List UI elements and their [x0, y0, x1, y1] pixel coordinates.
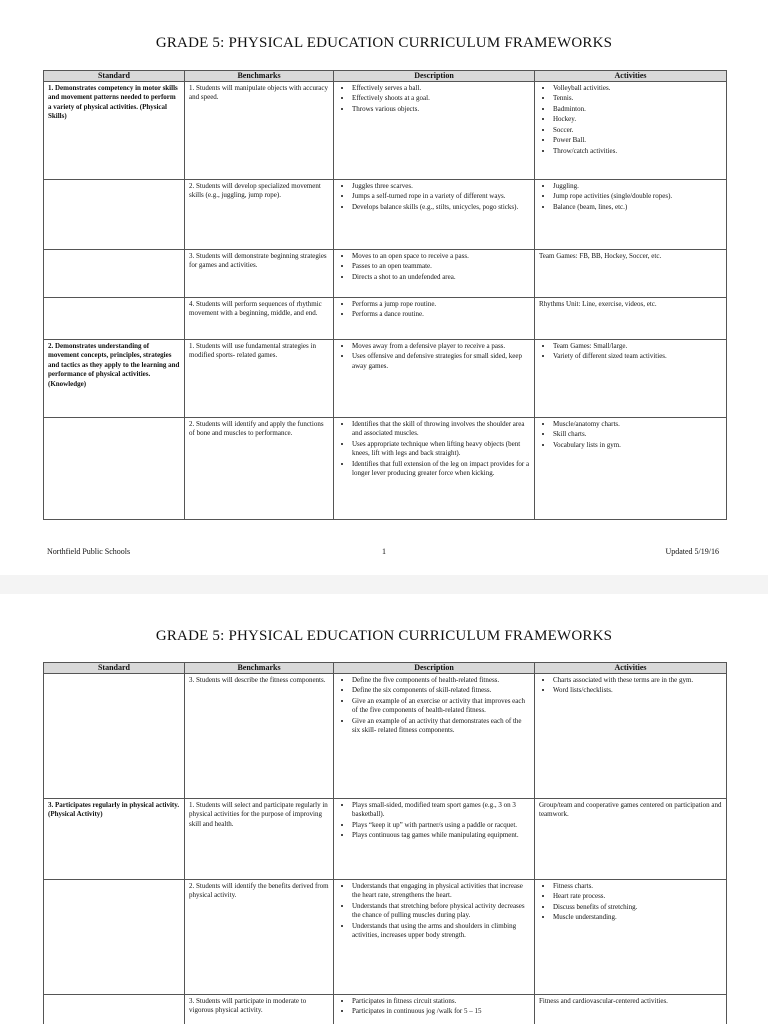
table-row — [44, 995, 727, 1024]
cell-description — [334, 880, 535, 995]
activities-text: Group/team and cooperative games centered on participation and teamwork. — [539, 801, 722, 819]
cell-activities — [535, 250, 727, 298]
cell-standard — [44, 674, 185, 799]
cell-activities — [535, 674, 727, 799]
list-item: • Develops balance skills (e.g., stilts, unicycles, pogo sticks). — [352, 203, 530, 212]
cell-benchmark: 4. Students will perform sequences of rhythmic movement with a beginning, middle, and end. — [185, 298, 334, 340]
table-row — [44, 880, 727, 995]
cell-benchmark: 1. Students will select and participate regularly in physical activities for the purpose of improving skill and health. — [185, 799, 334, 880]
page-2 — [0, 594, 768, 1024]
list-item: • Juggling. — [553, 182, 722, 191]
list-item: • Fitness charts. — [553, 882, 722, 891]
table-row — [44, 298, 727, 340]
activities-list — [539, 420, 722, 450]
cell-benchmark: 2. Students will identify the benefits derived from physical activity. — [185, 880, 334, 995]
header-activities: Activities — [535, 663, 727, 674]
list-item: • Give an example of an exercise or activity that improves each of the five components of health-related fitness. — [352, 697, 530, 716]
list-item: • Power Ball. — [553, 136, 722, 145]
list-item: • Plays continuous tag games while manipulating equipment. — [352, 831, 530, 840]
list-item: • Charts associated with these terms are in the gym. — [553, 676, 722, 685]
description-list — [338, 342, 530, 371]
page-title: GRADE 5: PHYSICAL EDUCATION CURRICULUM FRAMEWORKS — [155, 628, 613, 644]
description-list — [338, 182, 530, 212]
cell-benchmark: 2. Students will identify and apply the functions of bone and muscles to performance. — [185, 418, 334, 520]
header-benchmarks: Benchmarks — [185, 71, 334, 82]
cell-description — [334, 674, 535, 799]
list-item: • Word lists/checklists. — [553, 686, 722, 695]
footer-page-number: 1 — [382, 547, 386, 556]
cell-standard — [44, 995, 185, 1024]
cell-activities — [535, 880, 727, 995]
table-row — [44, 674, 727, 799]
description-list — [338, 882, 530, 941]
cell-benchmark: 1. Students will use fundamental strategies in modified sports- related games. — [185, 340, 334, 418]
table-row — [44, 340, 727, 418]
list-item: • Passes to an open teammate. — [352, 262, 530, 271]
cell-standard — [44, 180, 185, 250]
curriculum-table — [43, 70, 727, 520]
list-item: • Moves away from a defensive player to receive a pass. — [352, 342, 530, 351]
list-item: • Balance (beam, lines, etc.) — [553, 203, 722, 212]
cell-description — [334, 180, 535, 250]
list-item: • Moves to an open space to receive a pass. — [352, 252, 530, 261]
header-description: Description — [334, 663, 535, 674]
cell-description — [334, 418, 535, 520]
cell-description — [334, 995, 535, 1024]
activities-text: Team Games: FB, BB, Hockey, Soccer, etc. — [539, 252, 662, 260]
cell-benchmark: 2. Students will develop specialized movement skills (e.g., juggling, jump rope). — [185, 180, 334, 250]
list-item: • Discuss benefits of stretching. — [553, 903, 722, 912]
list-item: • Vocabulary lists in gym. — [553, 441, 722, 450]
list-item: • Participates in continuous jog /walk for 5 – 15 — [352, 1007, 530, 1016]
cell-activities — [535, 180, 727, 250]
header-benchmarks: Benchmarks — [185, 663, 334, 674]
cell-standard — [44, 250, 185, 298]
header-activities: Activities — [535, 71, 727, 82]
table-row — [44, 250, 727, 298]
list-item: • Heart rate process. — [553, 892, 722, 901]
list-item: • Define the six components of skill-related fitness. — [352, 686, 530, 695]
list-item: • Jumps a self-turned rope in a variety of different ways. — [352, 192, 530, 201]
cell-standard: 2. Demonstrates understanding of movement concepts, principles, strategies and tactics as they apply to the learning and performance of physical activities. (Knowledge) — [44, 340, 185, 418]
header-standard: Standard — [44, 663, 185, 674]
curriculum-table — [43, 662, 727, 1024]
activities-list — [539, 342, 722, 362]
cell-benchmark: 3. Students will demonstrate beginning strategies for games and activities. — [185, 250, 334, 298]
description-list — [338, 801, 530, 841]
cell-description — [334, 340, 535, 418]
description-list — [338, 252, 530, 282]
list-item: • Soccer. — [553, 126, 722, 135]
footer-updated-date: Updated 5/19/16 — [665, 547, 719, 556]
list-item: • Badminton. — [553, 105, 722, 114]
table-header-row — [44, 71, 727, 82]
list-item: • Uses appropriate technique when lifting heavy objects (bent knees, lift with legs and back straight). — [352, 440, 530, 459]
list-item: • Understands that using the arms and shoulders in climbing activities, increases upper body strength. — [352, 922, 530, 941]
list-item: • Volleyball activities. — [553, 84, 722, 93]
description-list — [338, 997, 530, 1017]
list-item: • Tennis. — [553, 94, 722, 103]
cell-activities — [535, 418, 727, 520]
list-item: • Effectively shoots at a goal. — [352, 94, 530, 103]
footer-school: Northfield Public Schools — [47, 547, 131, 556]
cell-benchmark: 3. Students will participate in moderate to vigorous physical activity. — [185, 995, 334, 1024]
activities-text: Fitness and cardiovascular-centered activities. — [539, 997, 668, 1005]
cell-benchmark: 1. Students will manipulate objects with accuracy and speed. — [185, 82, 334, 180]
cell-standard — [44, 298, 185, 340]
list-item: • Throw/catch activities. — [553, 147, 722, 156]
list-item: • Understands that engaging in physical activities that increase the heart rate, strengthens the heart. — [352, 882, 530, 901]
table-row — [44, 799, 727, 880]
activities-list — [539, 182, 722, 212]
list-item: • Define the five components of health-related fitness. — [352, 676, 530, 685]
header-description: Description — [334, 71, 535, 82]
table-row — [44, 418, 727, 520]
list-item: • Throws various objects. — [352, 105, 530, 114]
cell-standard — [44, 418, 185, 520]
cell-activities — [535, 340, 727, 418]
description-list — [338, 420, 530, 479]
list-item: • Muscle/anatomy charts. — [553, 420, 722, 429]
cell-activities — [535, 799, 727, 880]
cell-benchmark: 3. Students will describe the fitness components. — [185, 674, 334, 799]
header-standard: Standard — [44, 71, 185, 82]
cell-description — [334, 298, 535, 340]
table-row — [44, 82, 727, 180]
list-item: • Identifies that the skill of throwing involves the shoulder area and associated muscles. — [352, 420, 530, 439]
table-header-row — [44, 663, 727, 674]
list-item: • Give an example of an activity that demonstrates each of the six skill- related fitness components. — [352, 717, 530, 736]
list-item: • Juggles three scarves. — [352, 182, 530, 191]
list-item: • Hockey. — [553, 115, 722, 124]
cell-activities — [535, 82, 727, 180]
cell-standard: 1. Demonstrates competency in motor skills and movement patterns needed to perform a variety of physical activities. (Physical Skills) — [44, 82, 185, 180]
list-item: • Performs a dance routine. — [352, 310, 530, 319]
list-item: • Directs a shot to an undefended area. — [352, 273, 530, 282]
cell-activities — [535, 995, 727, 1024]
cell-standard: 3. Participates regularly in physical activity. (Physical Activity) — [44, 799, 185, 880]
list-item: • Team Games: Small/large. — [553, 342, 722, 351]
list-item: • Plays small-sided, modified team sport games (e.g., 3 on 3 basketball). — [352, 801, 530, 820]
activities-list — [539, 84, 722, 156]
list-item: • Identifies that full extension of the leg on impact provides for a longer lever producing greater force when kicking. — [352, 460, 530, 479]
page-title: GRADE 5: PHYSICAL EDUCATION CURRICULUM FRAMEWORKS — [155, 35, 613, 51]
cell-description — [334, 250, 535, 298]
table-row — [44, 180, 727, 250]
list-item: • Variety of different sized team activities. — [553, 352, 722, 361]
description-list — [338, 300, 530, 320]
activities-text: Rhythms Unit: Line, exercise, videos, etc. — [539, 300, 657, 308]
activities-list — [539, 882, 722, 923]
page-separator — [0, 575, 768, 594]
cell-standard — [44, 880, 185, 995]
list-item: • Jump rope activities (single/double ropes). — [553, 192, 722, 201]
cell-description — [334, 82, 535, 180]
list-item: • Understands that stretching before physical activity decreases the chance of pulling muscles during play. — [352, 902, 530, 921]
list-item: • Plays “keep it up” with partner/s using a paddle or racquet. — [352, 821, 530, 830]
list-item: • Performs a jump rope routine. — [352, 300, 530, 309]
description-list — [338, 676, 530, 736]
cell-activities — [535, 298, 727, 340]
description-list — [338, 84, 530, 114]
cell-description — [334, 799, 535, 880]
list-item: • Skill charts. — [553, 430, 722, 439]
list-item: • Uses offensive and defensive strategies for small sided, keep away games. — [352, 352, 530, 371]
activities-list — [539, 676, 722, 696]
list-item: • Effectively serves a ball. — [352, 84, 530, 93]
list-item: • Participates in fitness circuit stations. — [352, 997, 530, 1006]
list-item: • Muscle understanding. — [553, 913, 722, 922]
